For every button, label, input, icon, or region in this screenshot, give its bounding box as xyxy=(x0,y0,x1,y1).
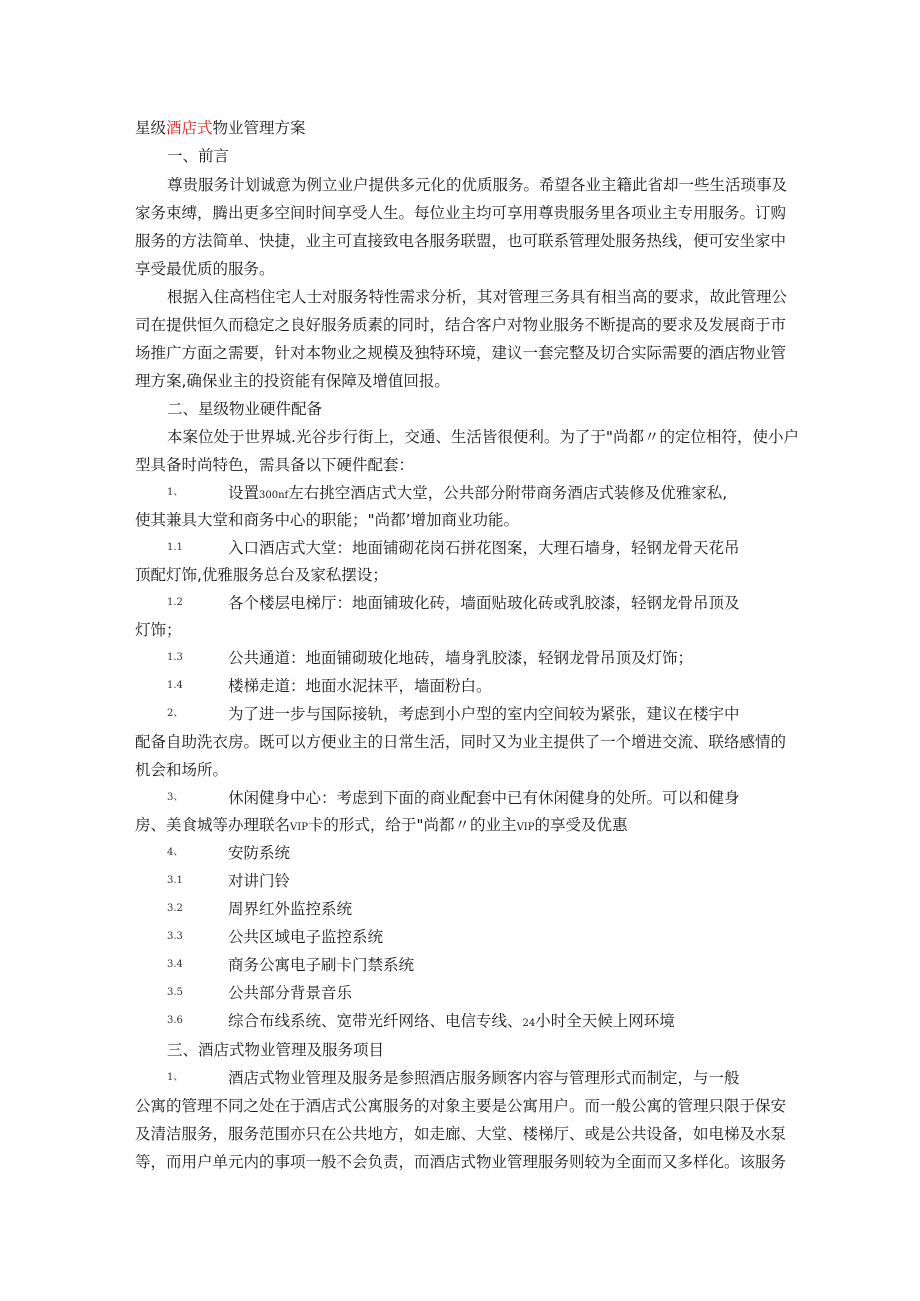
section-heading-2: 二、星级物业硬件配备 xyxy=(167,400,323,418)
paragraph-line: 等，而用户单元内的事项一般不会负责，而酒店式物业管理服务则较为全面而又多样化。该服务 xyxy=(135,1153,787,1171)
item-text: 周界红外监控系统 xyxy=(228,900,353,918)
item-number: 4、 xyxy=(167,847,184,858)
item-text: 楼梯走道：地面水泥抹平，墙面粉白。 xyxy=(228,677,492,695)
paragraph-line: 理方案,确保业主的投资能有保障及增值回报。 xyxy=(135,372,450,390)
item-number: 1.3 xyxy=(167,652,183,663)
item-text: 对讲门铃 xyxy=(228,872,291,890)
paragraph-line: 型具备时尚特色，需具备以下硬件配套： xyxy=(135,456,415,474)
item-text: 公共部分背景音乐 xyxy=(228,984,353,1002)
hours-value: 24 xyxy=(522,1018,536,1029)
item-number: 2、 xyxy=(167,708,184,719)
item-text: 安防系统 xyxy=(228,844,291,862)
item-number: 3.6 xyxy=(167,1015,183,1026)
item-number: 3、 xyxy=(167,792,184,803)
section-heading-3: 三、酒店式物业管理及服务项目 xyxy=(167,1041,385,1059)
paragraph-line: 享受最优质的服务。 xyxy=(135,260,275,278)
item-text: 入口酒店式大堂：地面铺砌花岗石拼花图案，大理石墙身，轻钢龙骨天花吊 xyxy=(228,539,740,557)
item-number: 3.4 xyxy=(167,959,183,970)
item-text: 公共通道：地面铺砌玻化地砖，墙身乳胶漆，轻钢龙骨吊顶及灯饰； xyxy=(228,649,694,667)
item-number: 3.3 xyxy=(167,931,183,942)
item-text: 休闲健身中心：考虑到下面的商业配套中已有休闲健身的处所。可以和健身 xyxy=(228,789,740,807)
item-text: 使其兼具大堂和商务中心的职能；"尚都’增加商业功能。 xyxy=(135,511,520,529)
item-text-part: 综合布线系统、宽带光纤网络、电信专线、 xyxy=(228,1012,523,1030)
paragraph-line: 场推广方面之需要，针对本物业之规模及独特环境，建议一套完整及切合实际需要的酒店物业管 xyxy=(135,344,787,362)
item-text-part: 设置 xyxy=(228,484,260,502)
title-text-after: 物业管理方案 xyxy=(212,119,306,137)
document-title xyxy=(135,118,306,138)
item-number: 3.2 xyxy=(167,903,183,914)
item-text: 灯饰； xyxy=(135,621,182,639)
paragraph-line: 服务的方法简单、快捷，业主可直接致电各服务联盟，也可联系管理处服务热线，便可安坐家中 xyxy=(135,232,787,250)
item-text: 机会和场所。 xyxy=(135,761,229,779)
item-text-part: 小时全天候上网环境 xyxy=(535,1012,675,1030)
item-number: 3.5 xyxy=(167,987,183,998)
item-text-part: 的享受及优惠 xyxy=(534,816,628,834)
item-number: 1.2 xyxy=(167,597,183,608)
item-number: 1.1 xyxy=(167,542,183,553)
item-text: 酒店式物业管理及服务是参照酒店服务顾客内容与管理形式而制定，与一般 xyxy=(228,1069,740,1087)
item-text-part: 左右挑空酒店式大堂，公共部分附带商务酒店式装修及优雅家私, xyxy=(288,484,728,502)
item-text xyxy=(228,1011,675,1034)
paragraph-line: 尊贵服务计划诚意为例立业户提供多元化的优质服务。希望各业主籍此省却一些生活琐事及 xyxy=(167,176,788,194)
item-text: 顶配灯饰,优雅服务总台及家私摆设； xyxy=(135,566,388,584)
item-number: 1.4 xyxy=(167,680,183,691)
paragraph-line: 公寓的管理不同之处在于酒店式公寓服务的对象主要是公寓用户。而一般公寓的管理只限于保安 xyxy=(135,1097,787,1115)
item-text-part: 卡的形式，给于"尚都〃的业主 xyxy=(307,816,517,834)
section-heading-1: 一、前言 xyxy=(167,147,230,165)
item-text: 商务公寓电子刷卡门禁系统 xyxy=(228,956,415,974)
paragraph-line: 家务束缚，腾出更多空间时间享受人生。每位业主均可享用尊贵服务里各项业主专用服务。订购 xyxy=(135,204,787,222)
item-text: 公共区域电子监控系统 xyxy=(228,928,384,946)
vip-label: VIP xyxy=(516,822,535,833)
paragraph-line: 及清洁服务，服务范围亦只在公共地方，如走廊、大堂、楼梯厅、或是公共设备，如电梯及水泵 xyxy=(135,1125,787,1143)
item-text xyxy=(135,815,627,838)
item-text: 各个楼层电梯厅：地面铺玻化砖，墙面贴玻化砖或乳胶漆，轻钢龙骨吊顶及 xyxy=(228,594,740,612)
paragraph-line: 本案位处于世界城.光谷步行街上，交通、生活皆很便利。为了于"尚都〃的定位相符，使小户 xyxy=(167,428,800,446)
title-text-before: 星级 xyxy=(135,119,167,137)
item-number: 1、 xyxy=(167,1072,184,1083)
vip-label: VIP xyxy=(290,822,308,833)
item-number: 1、 xyxy=(167,487,184,498)
item-text xyxy=(228,483,727,506)
area-value: 300nf xyxy=(259,490,289,501)
item-text: 为了进一步与国际接轨，考虑到小户型的室内空间较为紧张，建议在楼宇中 xyxy=(228,705,740,723)
title-highlight: 酒店式 xyxy=(166,119,213,137)
item-text-part: 房、美食城等办理联名 xyxy=(135,816,291,834)
item-text: 配备自助洗衣房。既可以方便业主的日常生活，同时又为业主提供了一个增进交流、联络感情的 xyxy=(135,733,787,751)
item-number: 3.1 xyxy=(167,875,183,886)
paragraph-line: 根据入住高档住宅人士对服务特性需求分析，其对管理三务具有相当高的要求，故此管理公 xyxy=(167,288,788,306)
paragraph-line: 司在提供恒久而稳定之良好服务质素的同时，结合客户对物业服务不断提高的要求及发展商于市 xyxy=(135,316,787,334)
